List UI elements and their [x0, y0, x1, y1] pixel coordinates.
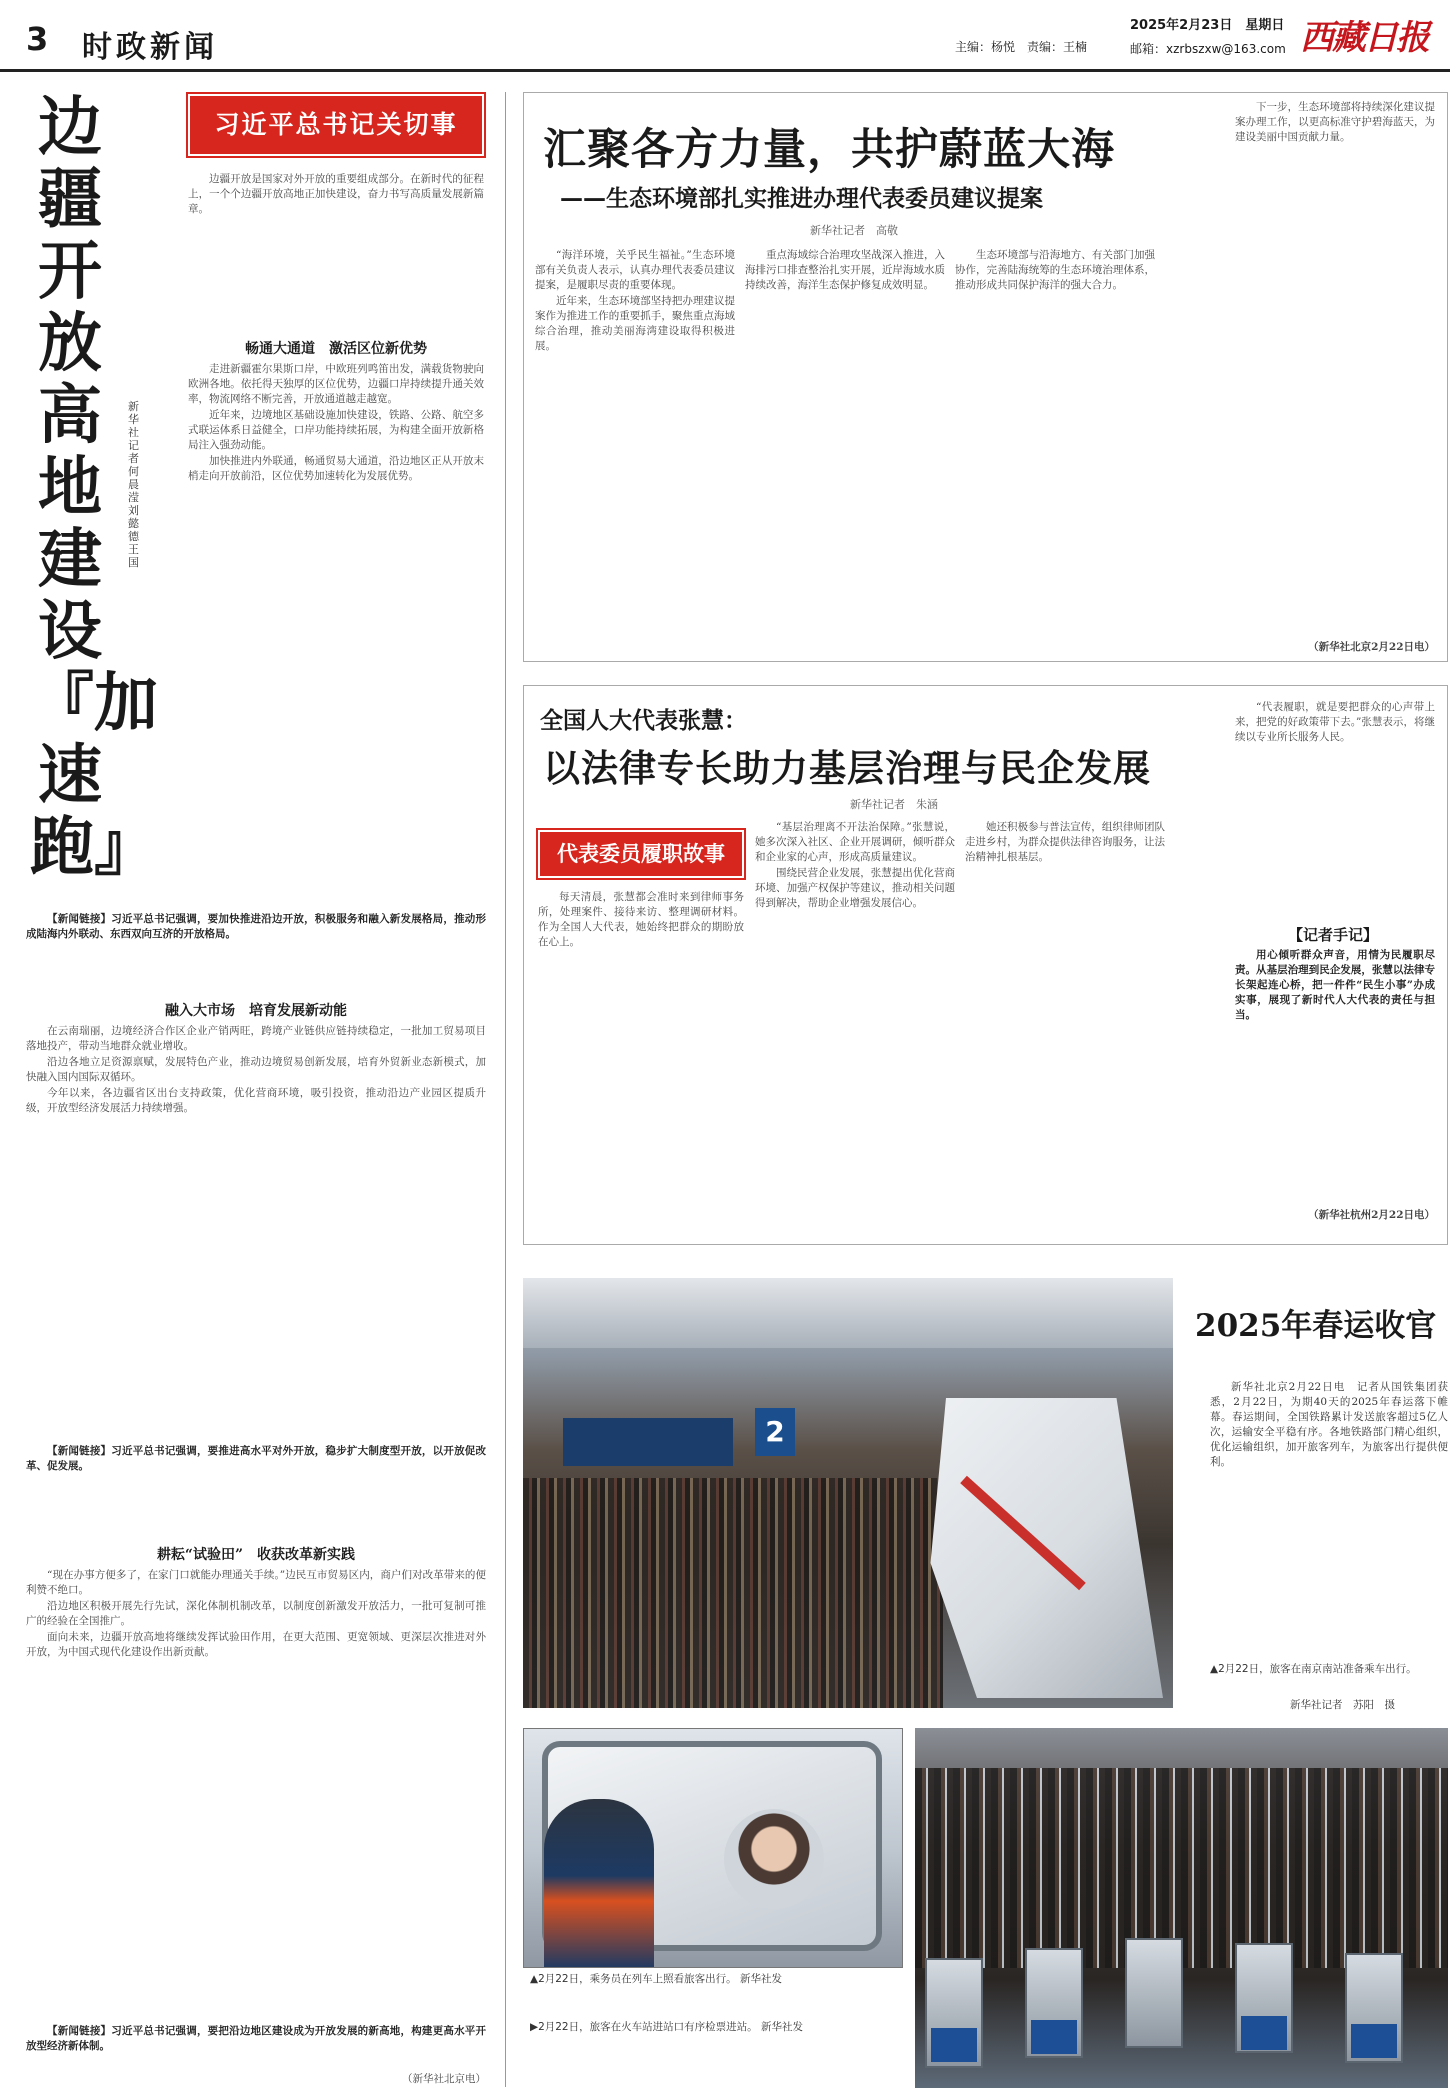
story1-quote3: 【新闻链接】习近平总书记强调，要把沿边地区建设成为开放发展的新高地，构建更高水平开放型经济新体制。: [26, 2025, 486, 2052]
photo1-credit: 新华社记者 苏阳 摄: [1290, 1699, 1395, 1711]
photo3-credit: 新华社发: [760, 2021, 803, 2033]
page-header: [0, 0, 1450, 72]
story1-quote1-block: [26, 912, 486, 990]
story2-subtitle: ——生态环境部扎实推进办理代表委员建议提案: [560, 186, 1043, 212]
story3-p5: “代表履职，就是要把群众的心声带上来，把党的好政策带下去。”张慧表示，将继续以专业所长服务人民。: [1235, 701, 1435, 743]
ticket-gate: [1125, 1938, 1183, 2048]
passenger-crowd: [523, 1478, 943, 1708]
story3-p1: 每天清晨，张慧都会准时来到律师事务所，处理案件、接待来访、整理调研材料。作为全国人大代表，她始终把群众的期盼放在心上。: [538, 891, 744, 948]
story2-byline: 新华社记者 高敬: [810, 224, 898, 237]
conductor-photo: [523, 1728, 903, 1968]
train-platform-photo: [523, 1278, 1173, 1708]
story1-quote1: 【新闻链接】习近平总书记强调，要加快推进沿边开放，积极服务和融入新发展格局，推动形成陆海内外联动、东西双向互济的开放格局。: [26, 913, 486, 940]
platform-sign: 2: [755, 1408, 795, 1456]
photo-story-body-block: [1210, 1380, 1448, 1640]
story3-note-block: [1235, 948, 1435, 1198]
editors-line: 主编：杨悦 责编：王楠: [955, 40, 1088, 54]
story2-p2: 近年来，生态环境部坚持把办理建议提案作为推进工作的重要抓手，聚焦重点海域综合治理，推动美丽海湾建设取得积极进展。: [535, 295, 735, 352]
story1-sub2: 融入大市场 培育发展新动能: [165, 1003, 347, 1019]
ticket-gate-photo: [915, 1728, 1448, 2088]
gate-sign: [1241, 2016, 1287, 2050]
photo2-caption-block: [530, 1972, 910, 1987]
section-title: 时政新闻: [82, 30, 218, 65]
gate-sign: [931, 2028, 977, 2062]
photo-story-body: 新华社北京2月22日电 记者从国铁集团获悉，2月22日，为期40天的2025年春运落下帷幕。春运期间，全国铁路累计发送旅客超过5亿人次，运输安全平稳有序。各地铁路部门精心组织，优化运输组织，加开旅客列车，为旅客出行提供便利。: [1210, 1381, 1448, 1468]
story2-p1: “海洋环境，关乎民生福祉。”生态环境部有关负责人表示，认真办理代表委员建议提案，是履职尽责的重要体现。: [535, 249, 735, 291]
story3-title: 以法律专长助力基层治理与民企发展: [543, 746, 1151, 790]
story1-byline: 新华社记者 何晨滢 刘懿德 王国: [128, 400, 150, 569]
story1-tag: 习近平总书记关切事: [188, 94, 484, 156]
story3-col-1: [538, 890, 744, 1230]
story1-sub1: 畅通大通道 激活区位新优势: [245, 341, 427, 357]
story3-note: 用心倾听群众声音，用情为民履职尽责。从基层治理到民企发展，张慧以法律专长架起连心桥，把一件件“民生小事”办成实事，展现了新时代人大代表的责任与担当。: [1235, 949, 1435, 1021]
story1-p7: “现在办事方便多了，在家门口就能办理通关手续。”边民互市贸易区内，商户们对改革带来的便利赞不绝口。: [26, 1569, 486, 1596]
photo2-credit: 新华社发: [739, 1973, 782, 1985]
story1-sub3: 耕耘“试验田” 收获改革新实践: [156, 1547, 356, 1563]
story1-p2: 近年来，边境地区基础设施加快建设，铁路、公路、航空多式联运体系日益健全，口岸功能持续拓展，为构建全面开放新格局注入强劲动能。: [188, 409, 484, 451]
story2-col-3: [955, 248, 1155, 648]
photo2-caption: ▲2月22日，乘务员在列车上照看旅客出行。: [530, 1973, 737, 1985]
story1-p3: 加快推进内外联通，畅通贸易大通道，沿边地区正从开放末梢走向开放前沿，区位优势加速转化为发展优势。: [188, 455, 484, 482]
gate-sign: [1351, 2024, 1397, 2058]
story3-col-4: [1235, 700, 1435, 910]
story3-col-3: [965, 820, 1165, 1230]
story1-col-c: [26, 1568, 486, 2008]
photo1-caption: ▲2月22日，旅客在南京南站准备乘车出行。: [1210, 1663, 1417, 1675]
newspaper-logo: 西藏日报: [1300, 18, 1428, 58]
story1-intro-block: [188, 172, 484, 332]
page-number: 3: [26, 20, 49, 58]
story3-p3: 围绕民营企业发展，张慧提出优化营商环境、加强产权保护等建议，推动相关问题得到解决，帮助企业增强发展信心。: [755, 867, 955, 909]
story3-byline: 新华社记者 朱涵: [850, 798, 938, 811]
story1-p1: 走进新疆霍尔果斯口岸，中欧班列鸣笛出发，满载货物驶向欧洲各地。依托得天独厚的区位优势，边疆口岸持续提升通关效率，物流网络不断完善，开放通道越走越宽。: [188, 363, 484, 405]
passenger-figure: [724, 1809, 824, 1909]
story2-col-4: [1235, 100, 1435, 620]
story1-p8: 沿边地区积极开展先行先试，深化体制机制改革，以制度创新激发开放活力，一批可复制可推广的经验在全国推广。: [26, 1600, 486, 1627]
photo-story-title: 2025年春运收官: [1195, 1308, 1437, 1344]
story1-intro: 边疆开放是国家对外开放的重要组成部分。在新时代的征程上，一个个边疆开放高地正加快建设，奋力书写高质量发展新篇章。: [188, 173, 484, 215]
story3-p2: “基层治理离不开法治保障。”张慧说，她多次深入社区、企业开展调研，倾听群众和企业家的心声，形成高质量建议。: [755, 821, 955, 863]
issue-date: 2025年2月23日 星期日: [1130, 18, 1285, 33]
story1-col-a: [188, 362, 484, 902]
story2-source: （新华社北京2月22日电）: [1308, 641, 1435, 653]
story1-quote2-block: [26, 1444, 486, 1534]
story3-note-title: 【记者手记】: [1288, 926, 1379, 944]
conductor-figure: [544, 1799, 654, 1968]
story1-p9: 面向未来，边疆开放高地将继续发挥试验田作用，在更大范围、更宽领域、更深层次推进对外开放，为中国式现代化建设作出新贡献。: [26, 1631, 486, 1658]
story1-col-b: [26, 1024, 486, 1424]
photo3-caption-block: [530, 2020, 910, 2035]
story2-col-2: [745, 248, 945, 648]
story2-p4: 生态环境部与沿海地方、有关部门加强协作，完善陆海统筹的生态环境治理体系，推动形成共同保护海洋的强大合力。: [955, 249, 1155, 291]
story3-p4: 她还积极参与普法宣传，组织律师团队走进乡村，为群众提供法律咨询服务，让法治精神扎根基层。: [965, 821, 1165, 863]
station-canopy: [523, 1278, 1173, 1348]
departure-board: [563, 1418, 733, 1466]
story3-tag: 代表委员履职故事: [538, 830, 744, 878]
story3-kicker: 全国人大代表张慧：: [540, 708, 747, 734]
story1-title: 边疆开放高地建设『加速跑』: [30, 90, 158, 885]
photo3-caption: ▶2月22日，旅客在火车站进站口有序检票进站。: [530, 2021, 758, 2033]
story1-p6: 今年以来，各边疆省区出台支持政策，优化营商环境，吸引投资，推动沿边产业园区提质升级，开放型经济发展活力持续增强。: [26, 1087, 486, 1114]
story2-p5: 下一步，生态环境部将持续深化建议提案办理工作，以更高标准守护碧海蓝天，为建设美丽中国贡献力量。: [1235, 101, 1435, 143]
email-line: 邮箱：xzrbszxw@163.com: [1130, 42, 1286, 56]
story1-p4: 在云南瑞丽，边境经济合作区企业产销两旺，跨境产业链供应链持续稳定，一批加工贸易项目落地投产，带动当地群众就业增收。: [26, 1025, 486, 1052]
story2-p3: 重点海域综合治理攻坚战深入推进，入海排污口排查整治扎实开展，近岸海域水质持续改善，海洋生态保护修复成效明显。: [745, 249, 945, 291]
story2-col-1: [535, 248, 735, 648]
story3-col-2: [755, 820, 955, 1230]
story1-p5: 沿边各地立足资源禀赋，发展特色产业，推动边境贸易创新发展，培育外贸新业态新模式，加快融入国内国际双循环。: [26, 1056, 486, 1083]
story3-source: （新华社杭州2月22日电）: [1308, 1209, 1435, 1221]
story1-source: （新华社北京电）: [402, 2073, 486, 2085]
gate-sign: [1031, 2020, 1077, 2054]
story2-title: 汇聚各方力量，共护蔚蓝大海: [543, 125, 1115, 175]
story1-quote2: 【新闻链接】习近平总书记强调，要推进高水平对外开放，稳步扩大制度型开放，以开放促改革、促发展。: [26, 1445, 486, 1472]
column-divider: [505, 92, 506, 2087]
